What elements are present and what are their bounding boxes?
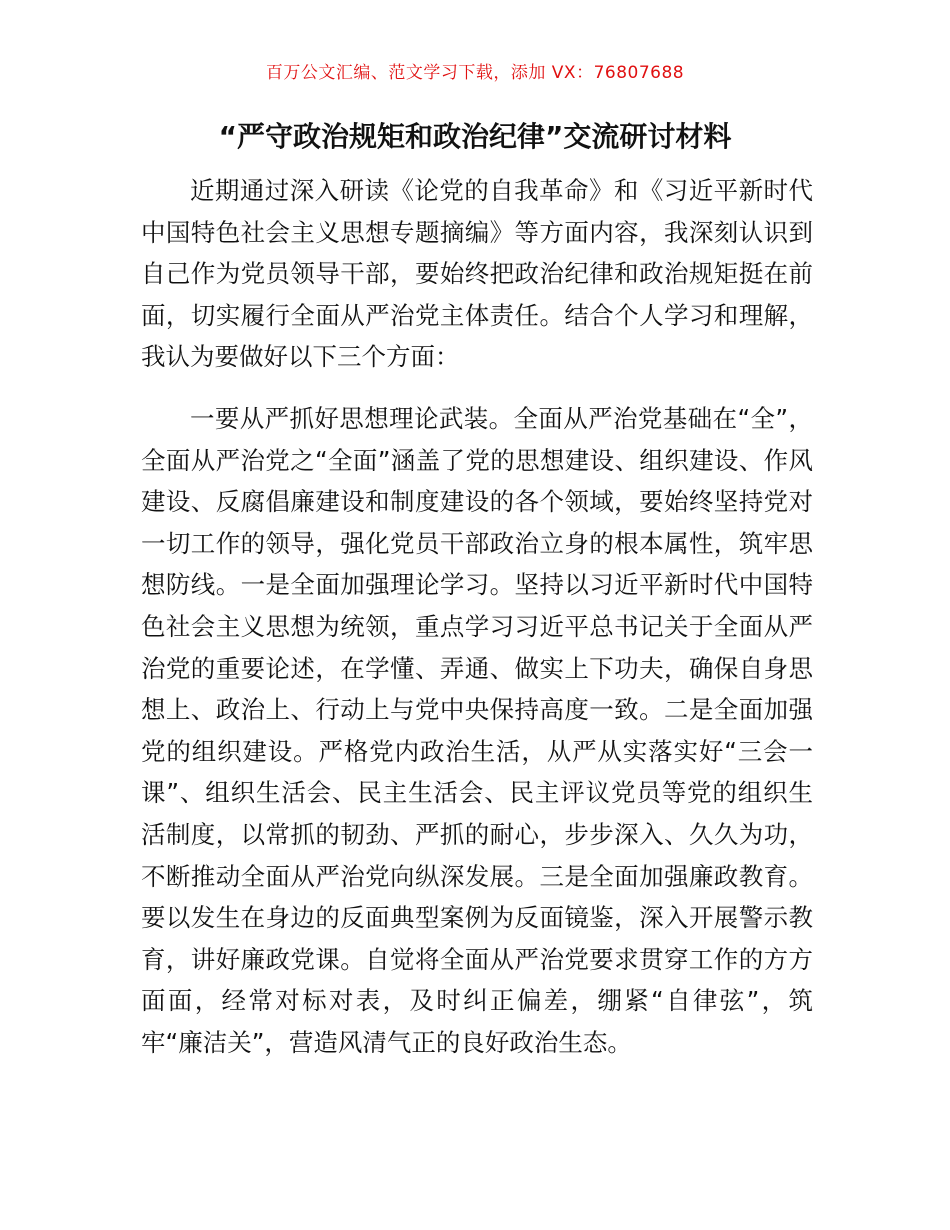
section-one-paragraph: 一要从严抓好思想理论武装。全面从严治党基础在“全”，全面从严治党之“全面”涵盖了党的思想建设、组织建设、作风建设、反腐倡廉建设和制度建设的各个领域，要始终坚持党对一切工作的领导，强化党员干部政治立身的根本属性，筑牢思想防线。一是全面加强理论学习。坚持以习近平新时代中国特色社会主义思想为统领，重点学习习近平总书记关于全面从严治党的重要论述，在学懂、弄通、做实上下功夫，确保自身思想上、政治上、行动上与党中央保持高度一致。二是全面加强党的组织建设。严格党内政治生活，从严从实落实好“三会一课”、组织生活会、民主生活会、民主评议党员等党的组织生活制度，以常抓的韧劲、严抓的耐心，步步深入、久久为功，不断推动全面从严治党向纵深发展。三是全面加强廉政教育。要以发生在身边的反面典型案例为反面镜鉴，深入开展警示教育，讲好廉政党课。自觉将全面从严治党要求贯穿工作的方方面面，经常对标对表，及时纠正偏差，绷紧“自律弦”，筑牢“廉洁关”，营造风清气正的良好政治生态。 (141, 403, 813, 1057)
document-body (141, 170, 813, 1063)
intro-paragraph: 近期通过深入研读《论党的自我革命》和《习近平新时代中国特色社会主义思想专题摘编》等方面内容，我深刻认识到自己作为党员领导干部，要始终把政治纪律和政治规矩挺在前面，切实履行全面从严治党主体责任。结合个人学习和理解，我认为要做好以下三个方面： (141, 176, 813, 372)
watermark-header: 百万公文汇编、范文学习下载，添加 VX：76807688 (265, 63, 685, 83)
document-title: “严守政治规矩和政治纪律”交流研讨材料 (218, 120, 732, 153)
